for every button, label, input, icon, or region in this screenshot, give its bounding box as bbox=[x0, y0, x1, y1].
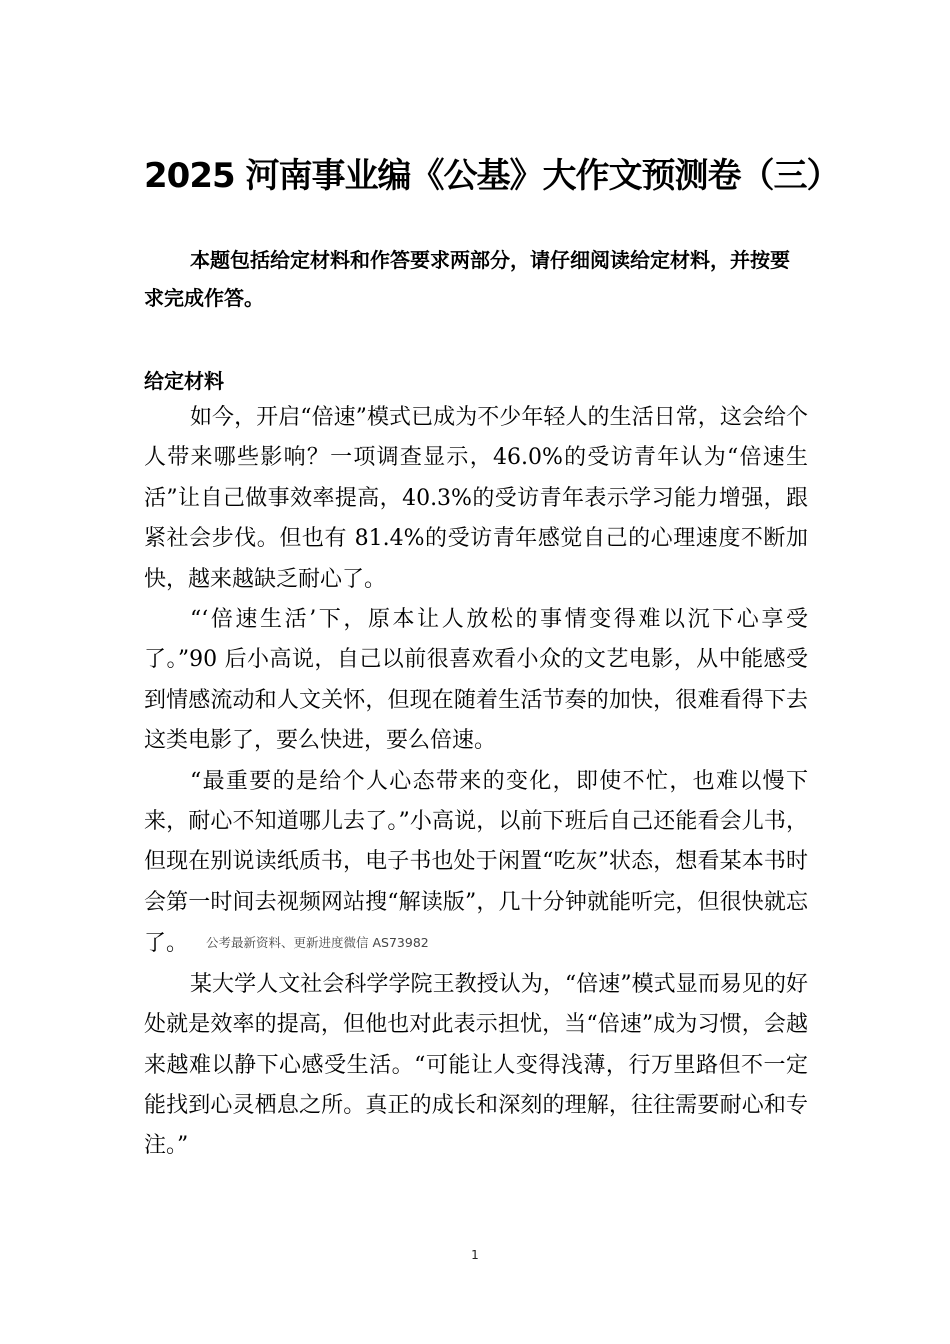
material-paragraph-3-text: “最重要的是给个人心态带来的变化，即使不忙，也难以慢下来，耐心不知道哪儿去了。”小高说，以前下班后自己还能看会儿书，但现在别说读纸质书，电子书也处于闲置“吃灰”状态，想看某本书时会第一时间去视频网站搜“解读版”，几十分钟就能听完，但很快就忘了。 bbox=[144, 768, 808, 957]
document-title: 2025 河南事业编《公基》大作文预测卷（三） bbox=[144, 156, 840, 196]
material-body bbox=[144, 398, 808, 1167]
material-paragraph-1: 如今，开启“倍速”模式已成为不少年轻人的生活日常，这会给个人带来哪些影响？一项调查显示，46.0%的受访青年认为“倍速生活”让自己做事效率提高，40.3%的受访青年表示学习能力增强，跟紧社会步伐。但也有 81.4%的受访青年感觉自己的心理速度不断加快，越来越缺乏耐心了。 bbox=[144, 405, 808, 592]
material-paragraph-3 bbox=[144, 762, 808, 965]
watermark-text: 公考最新资料、更新进度微信 AS73982 bbox=[206, 935, 429, 951]
section-heading-given-material: 给定材料 bbox=[144, 369, 224, 393]
material-paragraph-4: 某大学人文社会科学学院王教授认为，“倍速”模式显而易见的好处就是效率的提高，但他也对此表示担忧，当“倍速”成为习惯，会越来越难以静下心感受生活。“可能让人变得浅薄，行万里路但不一定能找到心灵栖息之所。真正的成长和深刻的理解，往往需要耐心和专注。” bbox=[144, 971, 808, 1159]
material-paragraph-2: “‘倍速生活’下，原本让人放松的事情变得难以沉下心享受了。”90 后小高说，自己以前很喜欢看小众的文艺电影，从中能感受到情感流动和人文关怀，但现在随着生活节奏的加快，很难看得下去这类电影了，要么快进，要么倍速。 bbox=[144, 607, 808, 754]
page-number: 1 bbox=[471, 1248, 479, 1262]
instructions-text: 本题包括给定材料和作答要求两部分，请仔细阅读给定材料，并按要求完成作答。 bbox=[144, 248, 790, 310]
